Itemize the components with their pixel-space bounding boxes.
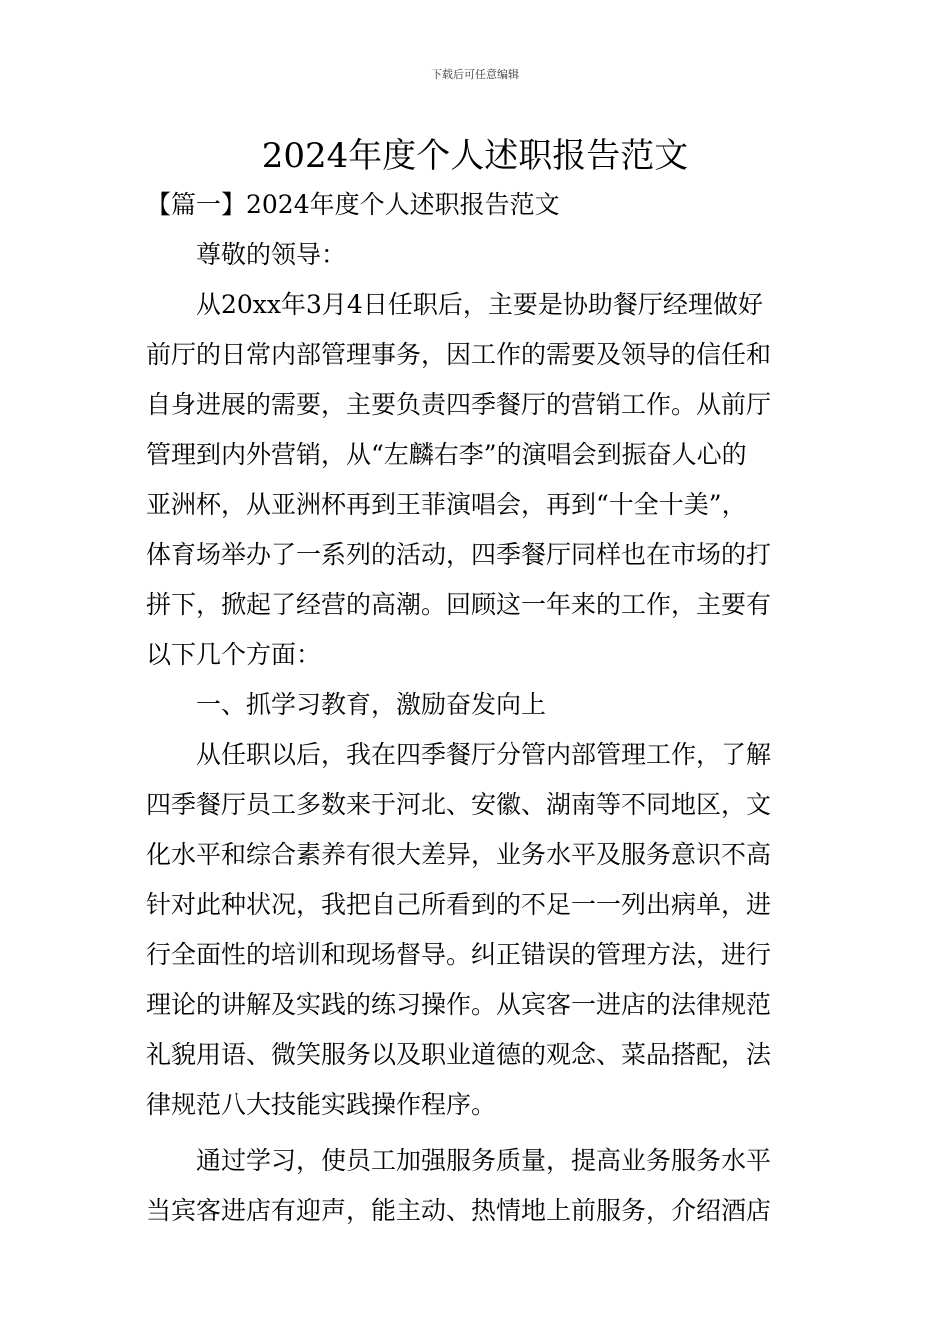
paragraph-line: 化水平和综合素养有很大差异，业务水平及服务意识不高: [146, 840, 772, 869]
paragraph-line: 律规范八大技能实践操作程序。: [146, 1090, 497, 1119]
paragraph-line: 针对此种状况，我把自己所看到的不足一一列出病单，进: [146, 890, 772, 919]
paragraph-line: 从20xx年3月4日任职后，主要是协助餐厅经理做好: [196, 290, 763, 319]
page-header-note: 下载后可任意编辑: [431, 68, 519, 81]
paragraph-2: [146, 730, 810, 1130]
paragraph-line: 通过学习，使员工加强服务质量，提高业务服务水平: [196, 1146, 772, 1175]
paragraph-line: 管理到内外营销，从“左麟右李”的演唱会到振奋人心的: [146, 440, 747, 469]
paragraph-line: 四季餐厅员工多数来于河北、安徽、湖南等不同地区，文: [146, 790, 772, 819]
document-body: [146, 180, 810, 1236]
paragraph-line: 理论的讲解及实践的练习操作。从宾客一进店的法律规范: [146, 990, 772, 1019]
paragraph-line: 体育场举办了一系列的活动，四季餐厅同样也在市场的打: [146, 540, 772, 569]
paragraph-line: 从任职以后，我在四季餐厅分管内部管理工作，了解: [196, 740, 772, 769]
paragraph-line: 亚洲杯，从亚洲杯再到王菲演唱会，再到“十全十美”，: [146, 490, 747, 519]
paragraph-line: 以下几个方面：: [146, 640, 322, 669]
paragraph-line: 拼下，掀起了经营的高潮。回顾这一年来的工作，主要有: [146, 590, 772, 619]
section-subtitle: 【篇一】2024年度个人述职报告范文: [146, 190, 560, 219]
paragraph-line: 当宾客进店有迎声，能主动、热情地上前服务，介绍酒店: [146, 1196, 772, 1225]
paragraph-1: [146, 280, 810, 680]
paragraph-3: [146, 1136, 810, 1236]
paragraph-line: 前厅的日常内部管理事务，因工作的需要及领导的信任和: [146, 340, 772, 369]
salutation: 尊敬的领导：: [196, 240, 347, 269]
paragraph-line: 行全面性的培训和现场督导。纠正错误的管理方法，进行: [146, 940, 772, 969]
paragraph-line: 自身进展的需要，主要负责四季餐厅的营销工作。从前厅: [146, 390, 772, 419]
section-heading: 一、抓学习教育，激励奋发向上: [196, 690, 547, 719]
paragraph-line: 礼貌用语、微笑服务以及职业道德的观念、菜品搭配，法: [146, 1040, 772, 1069]
document-title: 2024年度个人述职报告范文: [261, 136, 689, 176]
